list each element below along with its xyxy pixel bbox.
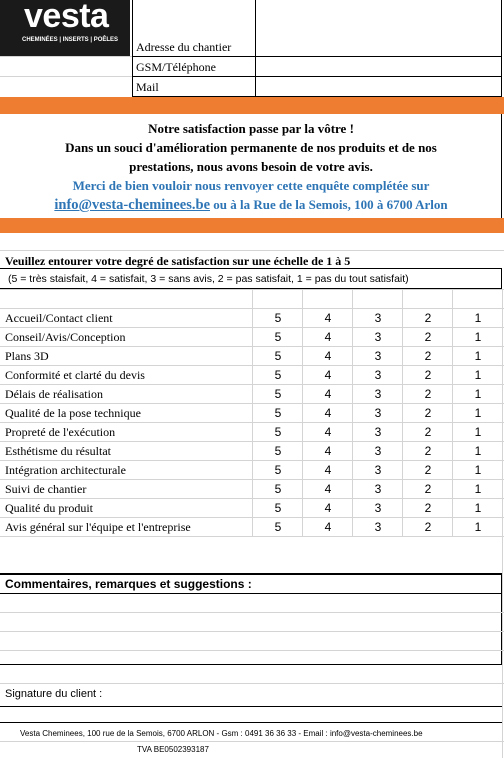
accent-band-top [0,97,504,114]
phone-label: GSM/Téléphone [136,60,216,74]
company-logo [0,0,130,56]
score-option-2[interactable]: 2 [424,444,432,458]
score-option-4[interactable]: 4 [324,425,332,439]
criterion-label: Avis général sur l'équipe et l'entreprise [5,520,191,534]
score-option-5[interactable]: 5 [274,330,282,344]
score-option-3[interactable]: 3 [374,368,382,382]
score-option-4[interactable]: 4 [324,406,332,420]
comments-label: Commentaires, remarques et suggestions : [5,577,252,591]
score-option-4[interactable]: 4 [324,368,332,382]
score-option-1[interactable]: 1 [474,425,482,439]
mail-label: Mail [136,80,159,94]
score-option-1[interactable]: 1 [474,349,482,363]
score-option-4[interactable]: 4 [324,349,332,363]
score-option-3[interactable]: 3 [374,425,382,439]
intro-line-3: prestations, nous avons besoin de votre avis. [129,159,373,174]
score-option-3[interactable]: 3 [374,463,382,477]
accent-band-middle [0,218,504,233]
intro-block [0,119,502,215]
score-option-1[interactable]: 1 [474,387,482,401]
criterion-label: Conseil/Avis/Conception [5,330,126,344]
score-option-1[interactable]: 1 [474,444,482,458]
score-option-5[interactable]: 5 [274,463,282,477]
signature-area[interactable] [120,668,498,704]
score-option-5[interactable]: 5 [274,349,282,363]
score-option-3[interactable]: 3 [374,520,382,534]
score-option-1[interactable]: 1 [474,368,482,382]
criterion-label: Suivi de chantier [5,482,87,496]
score-option-5[interactable]: 5 [274,444,282,458]
score-option-5[interactable]: 5 [274,368,282,382]
criterion-label: Propreté de l'exécution [5,425,116,439]
intro-line-2: Dans un souci d'amélioration permanente de nos produits et de nos [65,140,437,155]
rating-title: Veuillez entourer votre degré de satisfaction sur une échelle de 1 à 5 [5,254,351,268]
score-option-5[interactable]: 5 [274,387,282,401]
score-option-5[interactable]: 5 [274,482,282,496]
intro-contact-line [0,195,502,215]
address-field[interactable] [259,40,499,55]
score-option-5[interactable]: 5 [274,425,282,439]
score-option-2[interactable]: 2 [424,330,432,344]
criterion-label: Conformité et clarté du devis [5,368,145,382]
score-option-2[interactable]: 2 [424,406,432,420]
intro-request: Merci de bien vouloir nous renvoyer cette enquête complétée sur [72,178,430,193]
score-option-4[interactable]: 4 [324,463,332,477]
address-label: Adresse du chantier [136,40,232,54]
score-option-4[interactable]: 4 [324,482,332,496]
score-option-2[interactable]: 2 [424,463,432,477]
criterion-label: Qualité de la pose technique [5,406,141,420]
score-option-1[interactable]: 1 [474,406,482,420]
score-option-2[interactable]: 2 [424,349,432,363]
score-option-3[interactable]: 3 [374,501,382,515]
score-option-1[interactable]: 1 [474,311,482,325]
score-option-2[interactable]: 2 [424,520,432,534]
score-option-5[interactable]: 5 [274,311,282,325]
criterion-label: Intégration architecturale [5,463,126,477]
score-option-3[interactable]: 3 [374,482,382,496]
intro-headline: Notre satisfaction passe par la vôtre ! [148,121,354,136]
score-option-2[interactable]: 2 [424,501,432,515]
score-option-1[interactable]: 1 [474,520,482,534]
score-option-5[interactable]: 5 [274,501,282,515]
score-option-4[interactable]: 4 [324,520,332,534]
score-option-3[interactable]: 3 [374,406,382,420]
score-option-4[interactable]: 4 [324,330,332,344]
footer-contact: Vesta Cheminees, 100 rue de la Semois, 6700 ARLON - Gsm : 0491 36 36 33 - Email : info@vesta-cheminees.be [20,729,423,738]
score-option-5[interactable]: 5 [274,520,282,534]
score-option-3[interactable]: 3 [374,387,382,401]
score-option-4[interactable]: 4 [324,387,332,401]
criterion-label: Plans 3D [5,349,49,363]
score-option-2[interactable]: 2 [424,482,432,496]
score-option-4[interactable]: 4 [324,311,332,325]
mail-field[interactable] [259,80,499,95]
rating-scale-legend: (5 = très staisfait, 4 = satisfait, 3 = sans avis, 2 = pas satisfait, 1 = pas du tout satisfait) [8,273,409,285]
signature-label: Signature du client : [5,688,103,700]
criterion-label: Délais de réalisation [5,387,103,401]
score-option-5[interactable]: 5 [274,406,282,420]
phone-field[interactable] [259,60,499,75]
score-option-3[interactable]: 3 [374,444,382,458]
score-option-1[interactable]: 1 [474,330,482,344]
score-option-1[interactable]: 1 [474,463,482,477]
score-option-1[interactable]: 1 [474,482,482,496]
logo-subtitle: CHEMINÉES | INSERTS | POÊLES [22,37,119,43]
postal-address: ou à la Rue de la Semois, 100 à 6700 Arlon [210,197,448,212]
score-option-2[interactable]: 2 [424,425,432,439]
score-option-4[interactable]: 4 [324,444,332,458]
score-option-2[interactable]: 2 [424,311,432,325]
logo-wordmark: vesta [24,0,109,35]
score-option-4[interactable]: 4 [324,501,332,515]
score-option-3[interactable]: 3 [374,330,382,344]
comments-area[interactable] [2,596,498,662]
score-option-2[interactable]: 2 [424,368,432,382]
score-option-1[interactable]: 1 [474,501,482,515]
footer-vat: TVA BE0502393187 [137,745,209,754]
score-option-2[interactable]: 2 [424,387,432,401]
criterion-label: Esthétisme du résultat [5,444,111,458]
email-link[interactable]: info@vesta-cheminees.be [54,197,211,213]
criterion-label: Accueil/Contact client [5,311,113,325]
score-option-3[interactable]: 3 [374,311,382,325]
criterion-label: Qualité du produit [5,501,93,515]
score-option-3[interactable]: 3 [374,349,382,363]
